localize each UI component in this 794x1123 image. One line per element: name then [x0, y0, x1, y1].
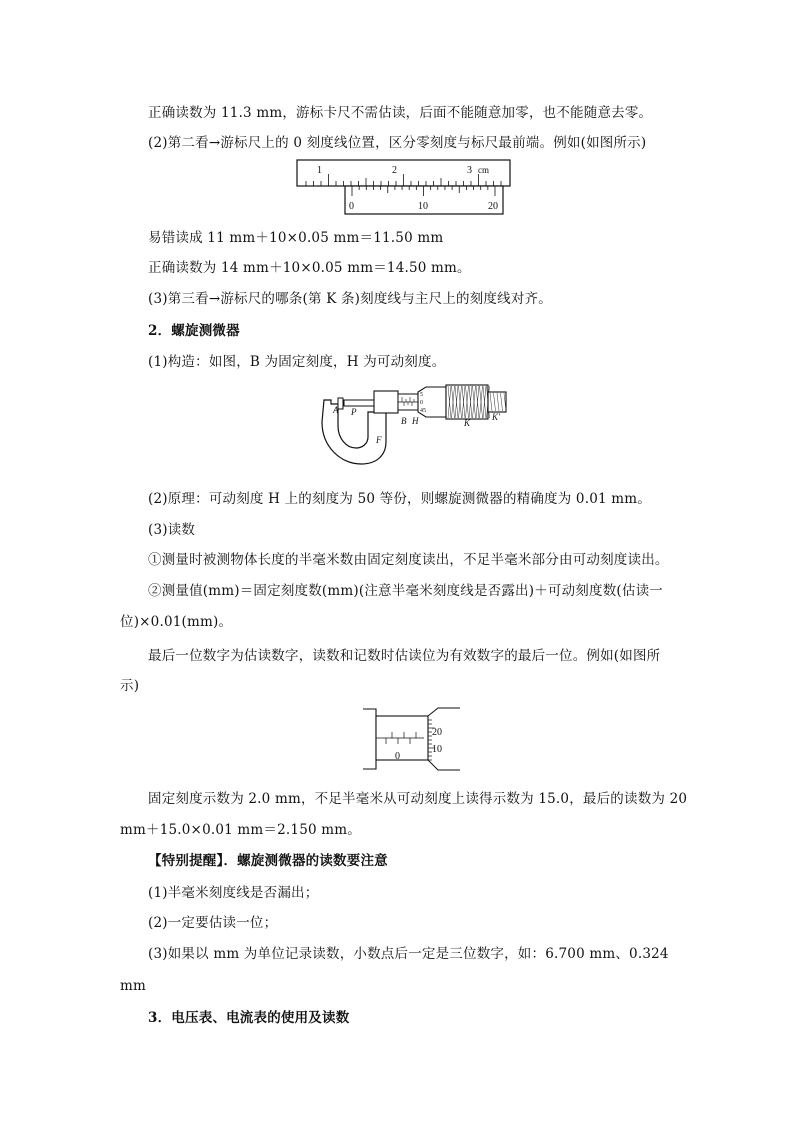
part-label-f: F: [376, 435, 382, 445]
part-label-p: P: [351, 407, 357, 417]
tip-heading: 【特别提醒】．螺旋测微器的读数要注意: [148, 853, 388, 869]
thimble-label: 5: [420, 392, 423, 398]
text-line: (2)一定要估读一位；: [148, 915, 278, 931]
micrometer-figure: [316, 382, 516, 468]
text-line: (2)原理：可动刻度 H 上的刻度为 50 等份，则螺旋测微器的精确度为 0.01 mm。: [148, 491, 651, 507]
thimble-label: 10: [432, 744, 442, 755]
text-line: 固定刻度示数为 2.0 mm，不足半毫米从可动刻度上读得示数为 15.0，最后的读数为 20: [148, 791, 688, 807]
text-line: 位)×0.01(mm)。: [120, 614, 233, 630]
section-heading: 3．电压表、电流表的使用及读数: [148, 1010, 350, 1026]
part-label-b: B: [401, 416, 407, 426]
micrometer-reading-figure: [362, 704, 462, 774]
main-scale-label: 1: [317, 165, 322, 176]
text-line: ①测量时被测物体长度的半毫米数由固定刻度读出，不足半毫米部分由可动刻度读出。: [148, 552, 669, 568]
thimble-label: 20: [432, 727, 442, 738]
unit-label: cm: [478, 165, 489, 175]
text-line: 最后一位数字为估读数字，读数和记数时估读位为有效数字的最后一位。例如(如图所: [148, 648, 661, 664]
main-scale-label: 3: [467, 165, 472, 176]
text-line: mm: [120, 978, 147, 994]
thimble-label: 45: [420, 408, 426, 414]
vernier-scale-label: 20: [488, 201, 498, 212]
part-label-h: H: [412, 416, 419, 426]
text-line: 正确读数为 11.3 mm，游标卡尺不需估读，后面不能随意加零，也不能随意去零。: [148, 105, 653, 121]
thimble-label: 0: [420, 400, 423, 406]
section-heading: 2．螺旋测微器: [148, 323, 240, 339]
text-line: (1)构造：如图，B 为固定刻度，H 为可动刻度。: [148, 354, 446, 370]
text-line: (3)第三看→游标尺的哪条(第 K 条)刻度线与主尺上的刻度线对齐。: [148, 291, 552, 307]
part-label-k: K: [464, 418, 471, 428]
text-line: 正确读数为 14 mm＋10×0.05 mm＝14.50 mm。: [148, 260, 471, 276]
main-scale-label: 2: [392, 165, 397, 176]
text-line: ②测量值(mm)＝固定刻度数(mm)(注意半毫米刻度线是否露出)＋可动刻度数(估读一: [148, 583, 663, 599]
text-line: mm＋15.0×0.01 mm＝2.150 mm。: [120, 822, 361, 838]
sleeve-label: 0: [395, 751, 400, 762]
vernier-caliper-figure: [296, 159, 516, 219]
vernier-scale-label: 10: [418, 201, 428, 212]
text-line: 示): [120, 678, 140, 694]
text-line: (1)半毫米刻度线是否漏出；: [148, 885, 319, 901]
text-line: 易错读成 11 mm＋10×0.05 mm＝11.50 mm: [148, 230, 444, 246]
text-line: (2)第二看→游标尺上的 0 刻度线位置，区分零刻度与标尺最前端。例如(如图所示): [148, 135, 647, 151]
part-label-a: A: [333, 405, 339, 415]
vernier-scale-label: 0: [349, 201, 354, 212]
part-label-k-prime: K′: [492, 412, 500, 422]
text-line: (3)如果以 mm 为单位记录读数，小数点后一定是三位数字，如：6.700 mm、0.324: [148, 946, 669, 962]
text-line: (3)读数: [148, 522, 196, 538]
